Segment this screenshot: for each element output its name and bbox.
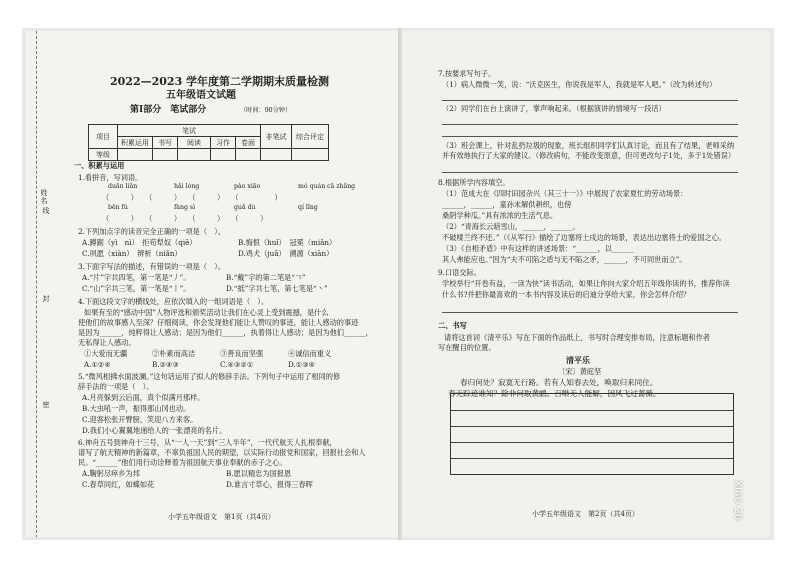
score-head-item: 项目 <box>89 125 118 149</box>
q4-option-d: D.①③④ <box>288 360 316 369</box>
answer-brackets-1[interactable]: （ ） （ ） （ ） （ ） <box>102 193 282 202</box>
q8-line-7: 其人弗能应也。”因为“夫不可陷之盾与无不陷之矛，______，不可同世而立”。 <box>442 255 687 264</box>
q8-line-3: 桑阴学种瓜。”具有浓浓的生活气息。 <box>442 211 558 220</box>
q4-text-1: 如果有至的“感动中国”人物评选和颁奖活动让我们在心灵上受到震撼，是什么 <box>84 308 329 317</box>
q4-text-3: 是因为______，纯粹得让人感动；是因为他们______，执着得让人感动；是因为他们______， <box>78 328 373 337</box>
q4-text-4: 无私得让人感动。 <box>78 338 136 347</box>
q6-text-1: 谱写了航天精神的新篇章，不辜负祖国人民的期望，以实际行动报党和国家，回报社会和人 <box>78 448 366 457</box>
q6-option-a: A.鞠躬尽瘁乡为邦 <box>82 469 140 478</box>
poem-title: 清平乐 <box>566 355 590 365</box>
grid-line <box>451 426 733 427</box>
q4-choice-4: ④诚信而重义 <box>288 349 332 358</box>
answer-line[interactable] <box>442 135 738 137</box>
question-1: 1.看拼音，写词语。 <box>78 173 143 182</box>
q7-item-3: （3）班会课上，针对乱扔垃圾的现象，班长组织同学们认真讨论，而且有了结果，老师采纳 <box>442 141 735 150</box>
q6-option-b: B.愿以精忠为国报恩 <box>226 469 292 478</box>
poem-line-1: 春归何处？寂寞无行路。若有人知春去处，唤取归来同住。 <box>460 378 658 387</box>
grid-line <box>451 410 733 411</box>
question-6: 6.神舟五号到神舟十三号，从“一人一天”到“三人半年”，一代代航天人扎根奉献， <box>78 438 337 447</box>
question-5: 5.“微风相拂水面波澜。”这句话运用了拟人的修辞手法。下列句子中运用了相同的修 <box>78 372 341 381</box>
q2-option-d: D.鸡犬（juǎ） 溯源（xiān） <box>238 249 334 258</box>
q4-option-c: C.④③②① <box>220 360 254 369</box>
answer-line[interactable] <box>442 171 738 173</box>
exam-page-1 <box>26 31 398 537</box>
question-8: 8.根据所学内容填空。 <box>438 178 510 187</box>
q7-item-2: （2）同学们在台上演讲了，掌声响起来。（根据演讲的情境写一段话） <box>442 104 666 113</box>
score-col-reading: 阅读 <box>178 137 211 149</box>
pinyin-1a: duān liǎn <box>108 183 138 190</box>
q8-line-5: 不破楼兰终不还。”（《从军行》描绘了边塞将士戍边的场景，表达出边塞将士的爱国之心。 <box>442 233 726 242</box>
binding-dashed-line <box>36 31 37 537</box>
q5-option-d: D.我们小心翼翼地递给人的一张漂亮的名片。 <box>82 426 227 435</box>
q4-option-a: A.①②④ <box>84 360 111 369</box>
question-4: 4.下面这段文字的横线处，应依次填入的一组词语是（ ）。 <box>78 297 269 306</box>
q4-choice-3: ③善良而坚强 <box>220 349 264 358</box>
question-3: 3.下面字写法的描述，有错误的一项是（ ）。 <box>78 262 226 271</box>
pinyin-2b: fàng sì <box>174 204 196 211</box>
side-label-name: 姓名 <box>40 189 48 205</box>
q3-option-c: C.“山”字共三笔，第一笔是“丨”。 <box>82 284 191 293</box>
time-note: （时间：90分钟） <box>240 107 292 114</box>
q9-line-1: 学校举行“开卷有益，一读为快”读书活动，如果让你向大家介绍五年级你读的书，推荐你读 <box>442 279 730 288</box>
question-5-cont: 辞手法的一项是（ ）。 <box>78 382 154 391</box>
q5-option-c: C.迎客松张开臂膀，笑迎八方来客。 <box>82 415 198 424</box>
q4-option-b: B.②④③ <box>152 360 179 369</box>
score-col-composition: 习作 <box>211 137 236 149</box>
score-cell[interactable] <box>211 149 236 161</box>
score-head-written: 笔试 <box>118 125 261 137</box>
q7-item-1: （1）病人微微一笑，说：“沃克医生，你说我是军人，我就是军人吧。”（改为转述句） <box>442 80 717 89</box>
q2-option-a: A.蹲踞（yì nì） 拒苟犁奴（qiě） <box>82 238 197 247</box>
section-1-heading: 一、积累与运用 <box>74 161 125 170</box>
q3-option-b: B.“戴”字的第二笔是“ㄱ” <box>226 273 306 282</box>
score-cell[interactable] <box>261 149 292 161</box>
answer-line[interactable] <box>442 123 738 125</box>
question-7: 7.按要求写句子。 <box>438 69 496 78</box>
question-9: 9.口语交际。 <box>438 268 481 277</box>
q8-line-6: （3）《自相矛盾》中有这样的讲述场景：“______，以______ <box>442 244 634 253</box>
exam-page-2 <box>402 31 770 537</box>
camera-watermark: XIAO 20 <box>732 480 743 521</box>
score-col-accumulation: 积累运用 <box>118 137 153 149</box>
score-cell[interactable] <box>178 149 211 161</box>
q9-line-2: 什么书?并把你最喜欢的一本书内容及读后的启迪分享给大家，你会怎样介绍？ <box>442 290 691 299</box>
exam-title: 2022—2023 学年度第二学期期末质量检测 <box>110 75 330 88</box>
q5-option-a: A.月亮躲到云后面，真个似满月那样。 <box>82 393 205 402</box>
pinyin-2a: bēn fù <box>108 204 128 211</box>
section-2-heading: 二、书写 <box>438 321 467 330</box>
pinyin-2d: qí lǐng <box>298 204 318 211</box>
q6-option-c: C.春草同红，如蝶如花 <box>82 480 155 489</box>
score-col-writing: 书写 <box>153 137 178 149</box>
page-1-footer: 小学五年级语文 第1页（共4页） <box>168 513 275 521</box>
score-head-overall: 综合评定 <box>292 125 329 149</box>
pinyin-1d: mó quán cā zhǎng <box>298 183 356 190</box>
score-cell[interactable] <box>292 149 329 161</box>
q5-option-b: B.大虫吼一声，振得那山冈也动。 <box>82 404 191 413</box>
grid-line <box>451 442 733 443</box>
answer-line[interactable] <box>442 311 738 313</box>
answer-line[interactable] <box>442 99 738 101</box>
q8-line-1: （1）范成大在《四时田园杂兴（其三十一）》中展现了农家夏忙的劳动场景： <box>442 189 688 198</box>
q4-choice-1: ①大爱而无疆 <box>84 349 128 358</box>
q3-option-a: A.“片”字共四笔，第一笔是“丿”。 <box>82 273 191 282</box>
q8-line-4: （2）“青海长云暗雪山，______，______。 <box>442 222 580 231</box>
score-table <box>88 124 329 161</box>
writing-instruction-2: 写在醒目的位置。 <box>438 343 496 352</box>
score-col-neatness: 卷面 <box>236 137 261 149</box>
writing-grid[interactable] <box>450 393 734 475</box>
side-label-seal: 封 <box>42 295 50 303</box>
q8-line-2: ______，______，童孙未解供耕织，也傍 <box>442 200 572 209</box>
score-row-grade: 等级 <box>89 149 118 161</box>
q2-option-c: C.夙愿（xiàn） 辨析（niǎn） <box>82 249 182 258</box>
poem-line-2: 春无踪迹谁知？除非问取黄鹂。百啭无人能解，因风飞过蔷薇。 <box>448 389 661 398</box>
q4-choice-2: ②朴素而高洁 <box>152 349 196 358</box>
q6-text-2: 民。“______”他们用行动诠释着为祖国航天事业奉献的赤子之心。 <box>78 458 287 467</box>
score-head-nonwritten: 非笔试 <box>261 125 292 149</box>
question-2: 2.下列加点字的读音完全正确的一项是（ ）。 <box>78 227 226 236</box>
pinyin-1c: pào xiāo <box>234 183 261 190</box>
pinyin-1b: hǎi lóng <box>174 183 200 190</box>
answer-brackets-2[interactable]: （ ） （ ） （ ） （ ） <box>102 214 268 223</box>
q2-option-b: B.悔恨（huǐ） 冠冕（miǎn） <box>238 238 337 247</box>
side-label-line: 线 <box>42 207 50 215</box>
grid-line <box>451 458 733 459</box>
q4-text-2: 使他们的故事感人至深？仔细阅读，你会发现他们能让人赞叹的事迹，能让人感动的事迹 <box>78 318 359 327</box>
side-label-secret: 密 <box>42 401 50 409</box>
score-cell[interactable] <box>153 149 178 161</box>
part-line: 第Ⅰ部分 笔试部分 <box>130 105 207 115</box>
q6-option-d: D.谁言寸草心，报得三春晖 <box>226 480 313 489</box>
score-cell[interactable] <box>118 149 153 161</box>
exam-photo <box>22 28 774 540</box>
writing-instruction-1: 请将这首词《清平乐》写在下面的作品纸上，书写时合理安排布局，注意标题和作者 <box>444 333 710 342</box>
score-cell[interactable] <box>236 149 261 161</box>
pinyin-2c: guǎ dù <box>234 204 256 211</box>
poem-author: 〔宋〕黄庭坚 <box>558 367 602 376</box>
exam-subtitle: 五年级语文试题 <box>166 90 236 101</box>
q3-option-d: D.“抵”字共七笔，第七笔是“丶” <box>226 284 328 293</box>
q7-item-3-cont: 并有效地执行了大家的建议。（修改病句，不能改变原意，但可更改句子1处，多于1处错误） <box>442 151 736 160</box>
page-2-footer: 小学五年级语文 第2页（共4页） <box>532 510 639 518</box>
